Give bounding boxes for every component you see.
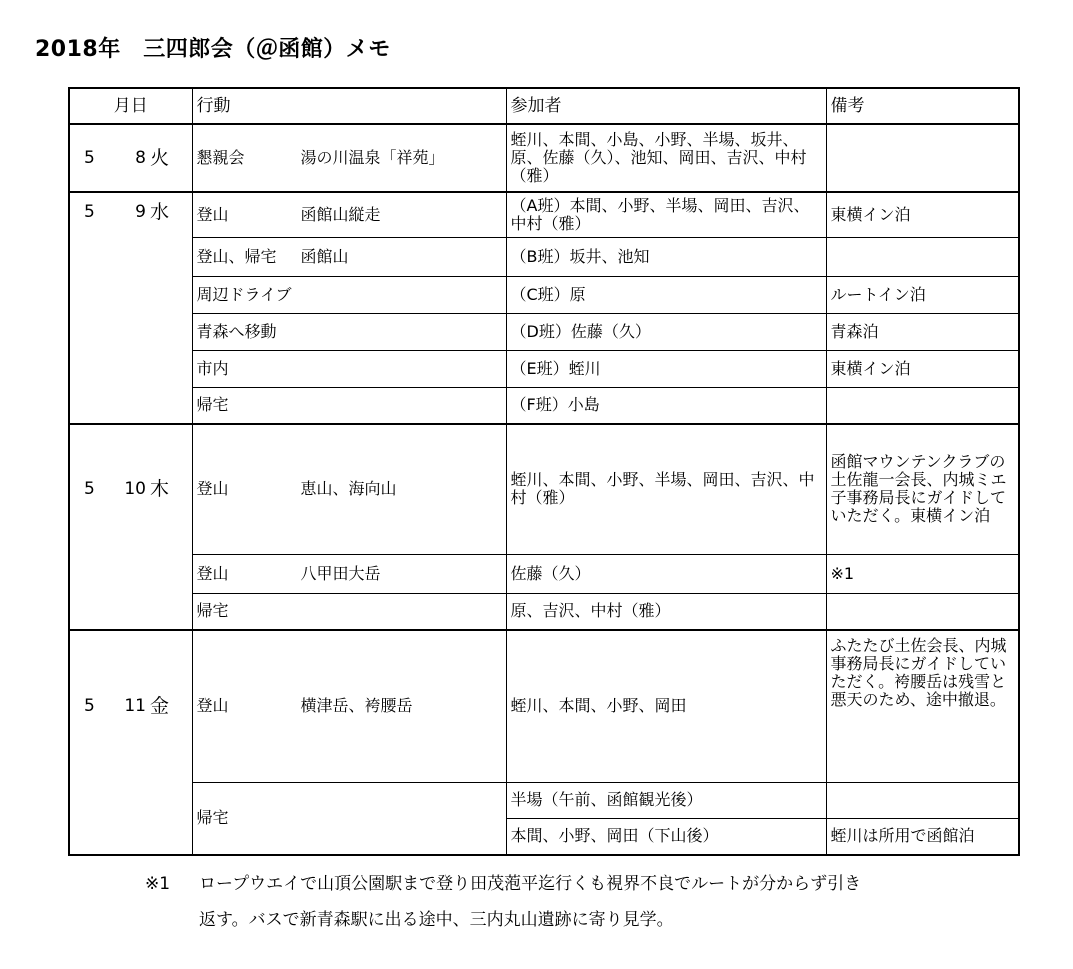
footnote [145,866,1025,938]
action-cell [192,276,506,313]
action-kind: 周辺ドライブ [196,284,292,304]
members-cell: 本間、小野、岡田（下山後） [506,818,826,855]
table-row [69,554,1019,593]
table-row [69,276,1019,313]
table-row [69,782,1019,818]
remarks-cell: 蛭川は所用で函館泊 [826,818,1019,855]
remarks-cell: 青森泊 [826,313,1019,350]
remarks-cell: ※1 [826,554,1019,593]
date-cell [69,192,192,424]
remarks-cell: ルートイン泊 [826,276,1019,313]
action-cell [192,124,506,192]
members-cell: 原、吉沢、中村（雅） [506,593,826,630]
action-place: 湯の川温泉「祥苑」 [300,148,445,167]
action-place: 恵山、海向山 [300,479,397,499]
members-cell: （D班）佐藤（久） [506,313,826,350]
date-month: 5 [84,696,95,716]
remarks-cell [826,237,1019,276]
action-cell [192,350,506,387]
action-place: 函館山縦走 [300,204,381,224]
members-cell: 蛭川、本間、小野、半場、岡田、吉沢、中村（雅） [506,424,826,554]
date-month: 5 [84,479,95,499]
date-day: 11 [124,696,146,716]
action-kind: 登山 [196,204,229,224]
action-kind: 登山 [196,563,229,583]
header-date: 月日 [69,88,192,124]
action-kind: 帰宅 [196,395,229,415]
date-cell [69,630,192,855]
action-kind: 帰宅 [196,601,229,621]
date-weekday: 火 [150,147,170,169]
members-cell: （A班）本間、小野、半場、岡田、吉沢、中村（雅） [506,192,826,237]
date-day: 10 [124,479,146,499]
table-row [69,237,1019,276]
remarks-cell [826,387,1019,424]
remarks-cell [826,593,1019,630]
action-place: 函館山 [300,246,349,266]
action-cell [192,387,506,424]
action-kind: 懇親会 [196,148,245,167]
date-cell [69,424,192,630]
action-cell [192,424,506,554]
table-row [69,593,1019,630]
date-day: 9 [135,202,146,222]
members-cell: （B班）坂井、池知 [506,237,826,276]
date-weekday: 水 [150,201,170,223]
date-weekday: 金 [150,695,170,717]
remarks-cell [826,782,1019,818]
date-month: 5 [84,202,95,222]
action-cell [192,554,506,593]
footnote-line-2: 返す。バスで新青森駅に出る途中、三内丸山遺跡に寄り見学。 [199,910,674,930]
action-cell [192,593,506,630]
header-remarks: 備考 [826,88,1019,124]
members-cell: （E班）蛭川 [506,350,826,387]
footnote-mark: ※1 [145,874,171,894]
remarks-cell: 東横イン泊 [826,350,1019,387]
table-row [69,350,1019,387]
table-row [69,313,1019,350]
date-weekday: 木 [150,478,170,500]
action-kind: 市内 [196,358,229,378]
action-kind: 登山 [196,479,229,499]
header-action: 行動 [192,88,506,124]
members-cell: 佐藤（久） [506,554,826,593]
date-day: 8 [135,148,146,168]
date-month: 5 [84,148,95,168]
action-cell [192,782,506,855]
header-row [69,88,1019,124]
table-row [69,424,1019,554]
action-kind: 登山 [196,696,229,716]
action-kind: 登山、帰宅 [196,246,277,266]
action-place: 八甲田大岳 [300,563,381,583]
action-cell [192,313,506,350]
action-cell [192,237,506,276]
date-cell [69,124,192,192]
action-kind: 帰宅 [196,808,229,828]
action-cell [192,630,506,782]
footnote-line-1: ロープウエイで山頂公園駅まで登り田茂萢平迄行くも視界不良でルートが分からず引き [199,874,862,894]
remarks-cell: 函館マウンテンクラブの土佐龍一会長、内城ミエ子事務局長にガイドしていただく。東横イン泊 [826,424,1019,554]
members-cell: 半場（午前、函館観光後） [506,782,826,818]
remarks-cell: 東横イン泊 [826,192,1019,237]
members-cell: （F班）小島 [506,387,826,424]
table-row [69,192,1019,237]
table-row [69,630,1019,782]
header-members: 参加者 [506,88,826,124]
page-title: 2018年 三四郎会（＠函館）メモ [35,37,391,62]
remarks-cell [826,124,1019,192]
action-cell [192,192,506,237]
action-kind: 青森へ移動 [196,321,277,341]
members-cell: 蛭川、本間、小野、岡田 [506,630,826,782]
remarks-cell: ふたたび土佐会長、内城事務局長にガイドしていただく。袴腰岳は残雪と悪天のため、途中撤退。 [826,630,1019,782]
members-cell: 蛭川、本間、小島、小野、半場、坂井、原、佐藤（久）、池知、岡田、吉沢、中村（雅） [506,124,826,192]
schedule-table [68,87,1020,856]
table-row [69,124,1019,192]
members-cell: （C班）原 [506,276,826,313]
action-place: 横津岳、袴腰岳 [300,696,413,716]
table-row [69,387,1019,424]
